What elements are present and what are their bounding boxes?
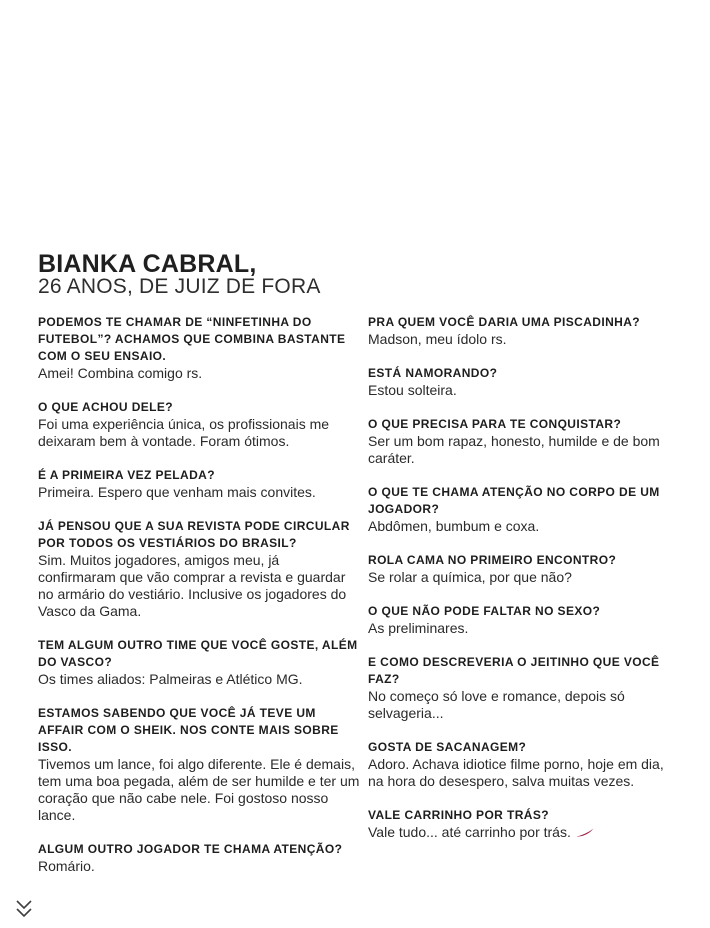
qa-block (38, 518, 360, 620)
qa-block (38, 841, 360, 875)
qa-block (368, 603, 673, 637)
question-text: O QUE ACHOU DELE? (38, 400, 174, 414)
qa-block (38, 637, 360, 688)
qa-block (368, 807, 673, 841)
question-text: O QUE PRECISA PARA TE CONQUISTAR? (368, 417, 622, 431)
answer-text: Foi uma experiência única, os profissionais me deixaram bem à vontade. Foram ótimos. (38, 416, 330, 449)
answer-text: Primeira. Espero que venham mais convites. (38, 484, 316, 500)
scroll-down-button[interactable] (12, 897, 36, 921)
answer-text: Madson, meu ídolo rs. (368, 331, 507, 347)
answer-text: Romário. (38, 858, 95, 874)
interview-column-right (368, 314, 673, 858)
question-text: VALE CARRINHO POR TRÁS? (368, 808, 549, 822)
answer-text: Estou solteira. (368, 382, 457, 398)
qa-block (368, 365, 673, 399)
question-text: GOSTA DE SACANAGEM? (368, 740, 527, 754)
question-text: O QUE TE CHAMA ATENÇÃO NO CORPO DE UM JOGADOR? (368, 485, 660, 516)
interview-body (38, 314, 678, 892)
answer-text: Abdômen, bumbum e coxa. (368, 518, 540, 534)
interviewee-header (38, 250, 678, 298)
qa-block (368, 314, 673, 348)
interviewee-name: BIANKA CABRAL, (38, 250, 257, 278)
qa-block (368, 654, 673, 722)
answer-text: Sim. Muitos jogadores, amigos meu, já confirmaram que vão comprar a revista e guardar no armário do vestiário. Inclusive os jogadores do Vasco da Gama. (38, 552, 347, 619)
answer-text: Os times aliados: Palmeiras e Atlético MG. (38, 671, 303, 687)
interview-column-left (38, 314, 360, 892)
answer-text: Tivemos um lance, foi algo diferente. Ele é demais, tem uma boa pegada, além de ser humilde e ter um coração que não cabe nele. Foi gostoso nosso lance. (38, 756, 360, 823)
answer-text: As preliminares. (368, 620, 469, 636)
question-text: E COMO DESCREVERIA O JEITINHO QUE VOCÊ FAZ? (368, 655, 660, 686)
qa-block (38, 705, 360, 824)
question-text: TEM ALGUM OUTRO TIME QUE VOCÊ GOSTE, ALÉM DO VASCO? (38, 638, 358, 669)
answer-text: Vale tudo... até carrinho por trás. (368, 824, 673, 841)
end-of-article-icon (576, 828, 594, 837)
qa-block (368, 484, 673, 535)
question-text: PRA QUEM VOCÊ DARIA UMA PISCADINHA? (368, 315, 641, 329)
answer-text: Se rolar a química, por que não? (368, 569, 572, 585)
qa-block (38, 399, 360, 450)
question-text: ESTÁ NAMORANDO? (368, 366, 498, 380)
question-text: É A PRIMEIRA VEZ PELADA? (38, 468, 215, 482)
qa-block (368, 416, 673, 467)
answer-text: Ser um bom rapaz, honesto, humilde e de bom caráter. (368, 433, 660, 466)
qa-block (38, 314, 360, 382)
qa-block (38, 467, 360, 501)
answer-text: No começo só love e romance, depois só selvageria... (368, 688, 625, 721)
double-chevron-down-icon (12, 897, 36, 921)
question-text: ROLA CAMA NO PRIMEIRO ENCONTRO? (368, 553, 617, 567)
answer-text: Adoro. Achava idiotice filme porno, hoje em dia, na hora do desespero, salva muitas vezes. (368, 756, 664, 789)
question-text: JÁ PENSOU QUE A SUA REVISTA PODE CIRCULAR POR TODOS OS VESTIÁRIOS DO BRASIL? (38, 519, 350, 550)
question-text: ESTAMOS SABENDO QUE VOCÊ JÁ TEVE UM AFFAIR COM O SHEIK. NOS CONTE MAIS SOBRE ISSO. (38, 706, 339, 754)
qa-block (368, 739, 673, 790)
answer-text: Amei! Combina comigo rs. (38, 365, 203, 381)
qa-block (368, 552, 673, 586)
question-text: PODEMOS TE CHAMAR DE “NINFETINHA DO FUTEBOL”? ACHAMOS QUE COMBINA BASTANTE COM O SEU ENSAIO. (38, 315, 346, 363)
question-text: ALGUM OUTRO JOGADOR TE CHAMA ATENÇÃO? (38, 842, 343, 856)
question-text: O QUE NÃO PODE FALTAR NO SEXO? (368, 604, 601, 618)
interviewee-subtitle: 26 ANOS, DE JUIZ DE FORA (38, 275, 321, 298)
